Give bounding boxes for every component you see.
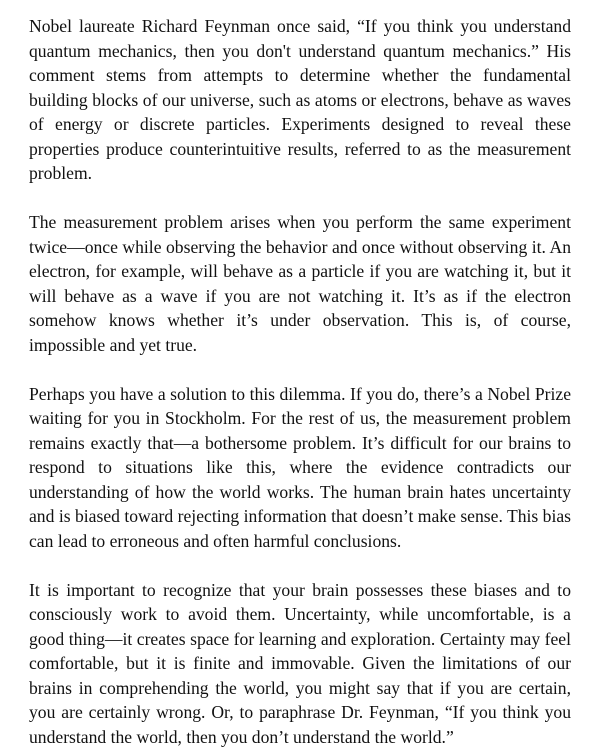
paragraph-dilemma: Perhaps you have a solution to this dilemma. If you do, there’s a Nobel Prize waiting for you in Stockholm. For the rest of us, the measurement problem remains exactly that—a bothersome problem. It’s difficult for our brains to respond to situations like this, where the evidence contradicts our understanding of how the world works. The human brain hates uncertainty and is biased toward rejecting information that doesn’t make sense. This bias can lead to erroneous and often harmful conclusions. (29, 382, 571, 554)
paragraph-conclusion: It is important to recognize that your brain possesses these biases and to consciously work to avoid them. Uncertainty, while uncomfortable, is a good thing—it creates space for learning and exploration. Certainty may feel comfortable, but it is finite and immovable. Given the limitations of our brains in comprehending the world, you might say that if you are certain, you are certainly wrong. Or, to paraphrase Dr. Feynman, “If you think you understand the world, then you don’t understand the world.” (29, 578, 571, 749)
paragraph-measurement-problem: The measurement problem arises when you perform the same experiment twice—once while observing the behavior and once without observing it. An electron, for example, will behave as a particle if you are watching it, but it will behave as a wave if you are not watching it. It’s as if the electron somehow knows whether it’s under observation. This is, of course, impossible and yet true. (29, 210, 571, 357)
document-body (29, 14, 571, 749)
paragraph-feynman-quote: Nobel laureate Richard Feynman once said, “If you think you understand quantum mechanics, then you don't understand quantum mechanics.” His comment stems from attempts to determine whether the fundamental building blocks of our universe, such as atoms or electrons, behave as waves of energy or discrete particles. Experiments designed to reveal these properties produce counterintuitive results, referred to as the measurement problem. (29, 14, 571, 186)
